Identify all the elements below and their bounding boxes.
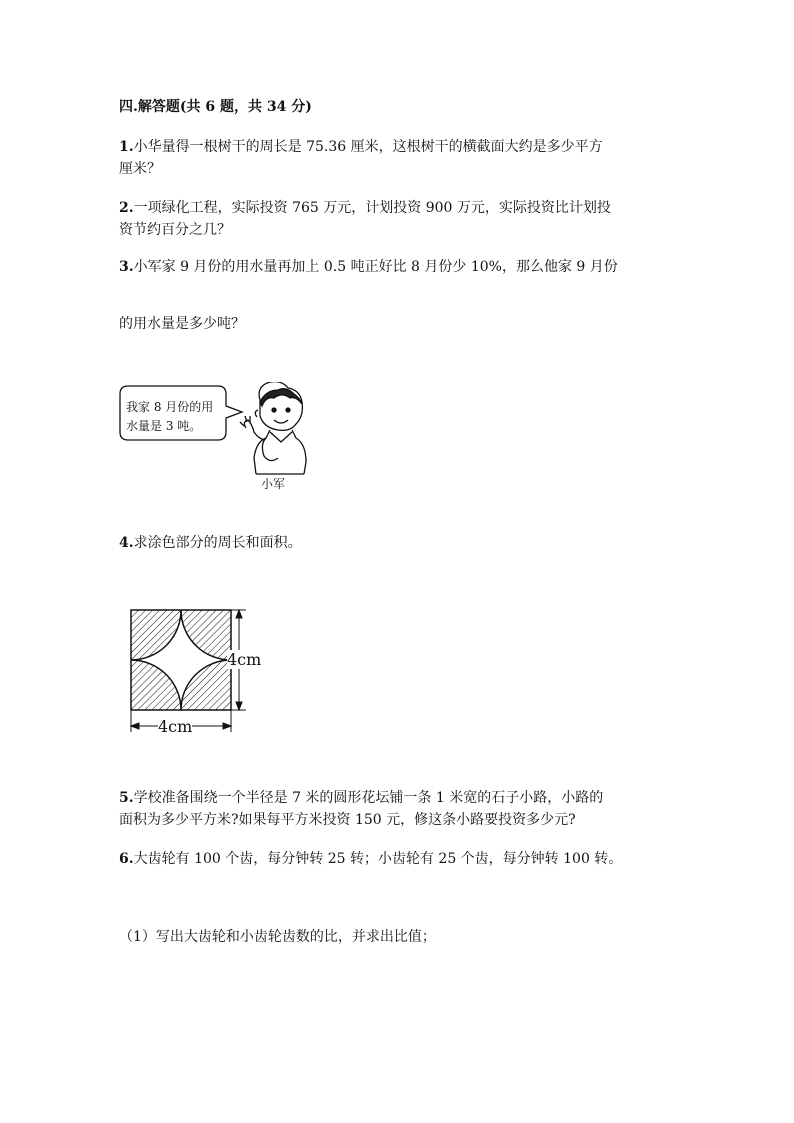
question-2-line-1 (119, 197, 611, 219)
question-6-line-1 (119, 848, 622, 870)
section-heading: 四.解答题(共 6 题，共 34 分) (119, 99, 312, 115)
question-1-text-1: 小华量得一根树干的周长是 75.36 厘米，这根树干的横截面大约是多少平方 (133, 139, 603, 155)
question-4-line-1 (119, 532, 302, 554)
question-6-number: 6. (119, 851, 134, 867)
question-2-number: 2. (119, 200, 134, 216)
question-4-number: 4. (119, 535, 134, 551)
question-1-line-2: 厘米？ (119, 161, 161, 177)
question-3-text-1: 小军家 9 月份的用水量再加上 0.5 吨正好比 8 月份少 10%，那么他家 9 月份 (133, 259, 618, 275)
question-5-text-1: 学校准备围绕一个半径是 7 米的圆形花坛铺一条 1 米宽的石子小路，小路的 (133, 790, 604, 806)
question-1-number: 1. (119, 139, 134, 155)
question-6-subquestion-1: （1）写出大齿轮和小齿轮齿数的比，并求出比值； (119, 929, 436, 945)
question-5-line-2: 面积为多少平方米?如果每平方米投资 150 元，修这条小路要投资多少元? (119, 812, 576, 828)
question-3-line-1 (119, 256, 618, 278)
question-3-line-2: 的用水量是多少吨？ (119, 316, 245, 332)
question-1-line-1 (119, 136, 603, 158)
question-3-number: 3. (119, 259, 134, 275)
hatched-quarter-circles (131, 610, 231, 710)
shaded-square-figure (120, 600, 270, 740)
question-2-line-2: 资节约百分之几？ (119, 222, 231, 238)
boy-illustration (240, 382, 306, 474)
question-4-text-1: 求涂色部分的周长和面积。 (133, 535, 302, 551)
question-5-number: 5. (119, 790, 134, 806)
question-5-line-1 (119, 787, 603, 809)
question-2-text-1: 一项绿化工程，实际投资 765 万元，计划投资 900 万元，实际投资比计划投 (133, 200, 611, 216)
boy-caption: 小军 (261, 477, 286, 491)
speech-bubble-line-1: 我家 8 月份的用 (126, 400, 214, 414)
question-6-text-1: 大齿轮有 100 个齿，每分钟转 25 转；小齿轮有 25 个齿，每分钟转 100 转。 (133, 851, 623, 867)
side-length-label: 4cm (227, 650, 262, 669)
speech-bubble-line-2: 水量是 3 吨。 (126, 419, 202, 433)
bottom-length-label: 4cm (158, 717, 193, 736)
